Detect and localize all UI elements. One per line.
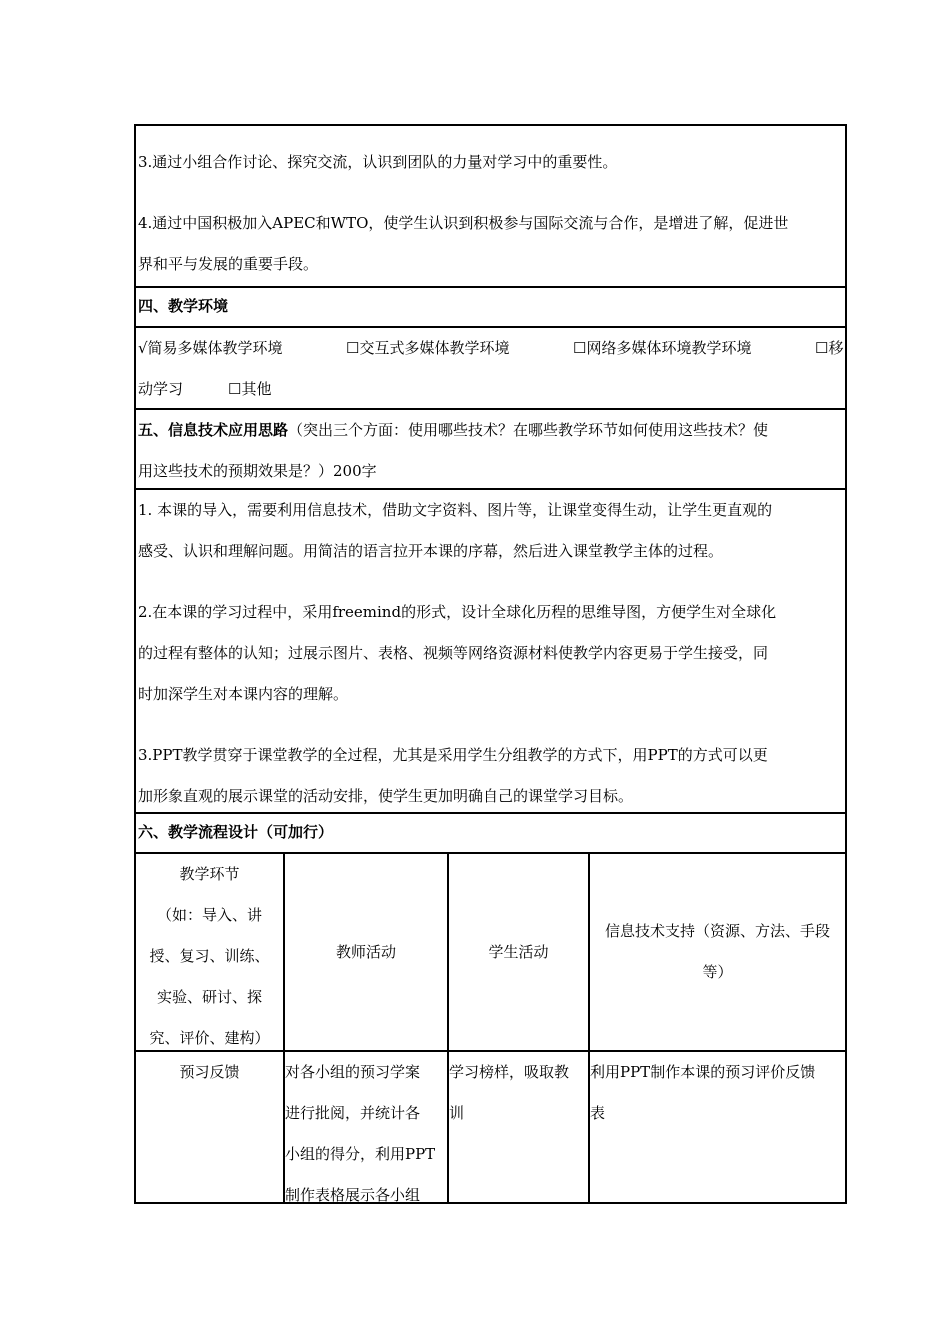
tech-line1: 利用PPT制作本课的预习评价反馈 bbox=[590, 1063, 816, 1081]
stage-cell bbox=[136, 1052, 285, 1202]
flow-row-preview-feedback bbox=[136, 1052, 845, 1202]
objective-item-4-line2: 界和平与发展的重要手段。 bbox=[138, 255, 319, 273]
idea-1-line1: 1. 本课的导入，需要利用信息技术，借助文字资料、图片等，让课堂变得生动，让学生更直观的 bbox=[138, 501, 773, 519]
tech-line2: 表 bbox=[590, 1104, 606, 1122]
teacher-line1: 对各小组的预习学案 bbox=[285, 1063, 421, 1081]
section6-title-row bbox=[136, 814, 845, 854]
student-line2: 训 bbox=[449, 1104, 465, 1122]
section5-content-row bbox=[136, 490, 845, 814]
env-option-mobile-part1: ☐移 bbox=[815, 339, 844, 357]
tech-support-cell bbox=[590, 1052, 845, 1202]
environment-options-row bbox=[136, 328, 845, 410]
idea-3-line2: 加形象直观的展示课堂的活动安排，使学生更加明确自己的课堂学习目标。 bbox=[138, 787, 634, 805]
header-stage-line2: （如：导入、讲 bbox=[156, 906, 262, 924]
flow-header-row bbox=[136, 854, 845, 1052]
header-stage-line3: 授、复习、训练、 bbox=[149, 947, 270, 965]
objective-item-3: 3.通过小组合作讨论、探究交流，认识到团队的力量对学习中的重要性。 bbox=[138, 153, 618, 171]
env-option-mobile-part2: 动学习 bbox=[138, 380, 184, 398]
header-student-activity: 学生活动 bbox=[449, 854, 590, 1050]
header-stage-line4: 实验、研讨、探 bbox=[156, 988, 262, 1006]
idea-2-line1: 2.在本课的学习过程中，采用freemind的形式，设计全球化历程的思维导图，方便学生对全球化 bbox=[138, 603, 777, 621]
objective-item-4-line1: 4.通过中国积极加入APEC和WTO，使学生认识到积极参与国际交流与合作，是增进了解，促进世 bbox=[138, 214, 789, 232]
header-tech-line1: 信息技术支持（资源、方法、手段 bbox=[604, 922, 830, 940]
teacher-line4: 制作表格展示各小组 bbox=[285, 1186, 421, 1204]
teacher-activity-cell bbox=[285, 1052, 449, 1202]
section5-title: 五、信息技术应用思路 bbox=[138, 421, 289, 439]
env-option-interactive-multimedia: ☐交互式多媒体教学环境 bbox=[346, 339, 510, 357]
teacher-line2: 进行批阅，并统计各 bbox=[285, 1104, 421, 1122]
env-option-simple-multimedia: √简易多媒体教学环境 bbox=[138, 339, 283, 357]
env-option-network-multimedia: ☐网络多媒体环境教学环境 bbox=[573, 339, 752, 357]
lesson-plan-table bbox=[134, 124, 847, 1204]
header-stage-line5: 究、评价、建构） bbox=[149, 1029, 270, 1047]
header-tech-support bbox=[590, 854, 845, 1050]
idea-2-line3: 时加深学生对本课内容的理解。 bbox=[138, 685, 349, 703]
section4-title-row bbox=[136, 288, 845, 328]
section5-hint-line2: 用这些技术的预期效果是？）200字 bbox=[138, 462, 377, 480]
idea-1-line2: 感受、认识和理解问题。用简洁的语言拉开本课的序幕，然后进入课堂教学主体的过程。 bbox=[138, 542, 724, 560]
idea-2-line2: 的过程有整体的认知；过展示图片、表格、视频等网络资源材料使教学内容更易于学生接受，同 bbox=[138, 644, 769, 662]
env-option-other: ☐其他 bbox=[228, 380, 272, 398]
header-stage-line1: 教学环节 bbox=[179, 865, 240, 883]
header-stage bbox=[136, 854, 285, 1050]
section5-hint-line1: （突出三个方面：使用哪些技术？在哪些教学环节如何使用这些技术？使 bbox=[288, 421, 769, 439]
student-line1: 学习榜样，吸取教 bbox=[449, 1063, 570, 1081]
teacher-line3: 小组的得分，利用PPT bbox=[285, 1145, 436, 1163]
section6-title: 六、教学流程设计（可加行） bbox=[138, 823, 334, 841]
header-tech-line2: 等） bbox=[702, 963, 733, 981]
section4-title: 四、教学环境 bbox=[138, 297, 229, 315]
section5-title-row bbox=[136, 410, 845, 490]
student-activity-cell bbox=[449, 1052, 590, 1202]
header-teacher-activity: 教师活动 bbox=[285, 854, 449, 1050]
objectives-row bbox=[136, 126, 845, 288]
idea-3-line1: 3.PPT教学贯穿于课堂教学的全过程，尤其是采用学生分组教学的方式下，用PPT的方式可以更 bbox=[138, 746, 768, 764]
stage-name: 预习反馈 bbox=[179, 1063, 240, 1081]
